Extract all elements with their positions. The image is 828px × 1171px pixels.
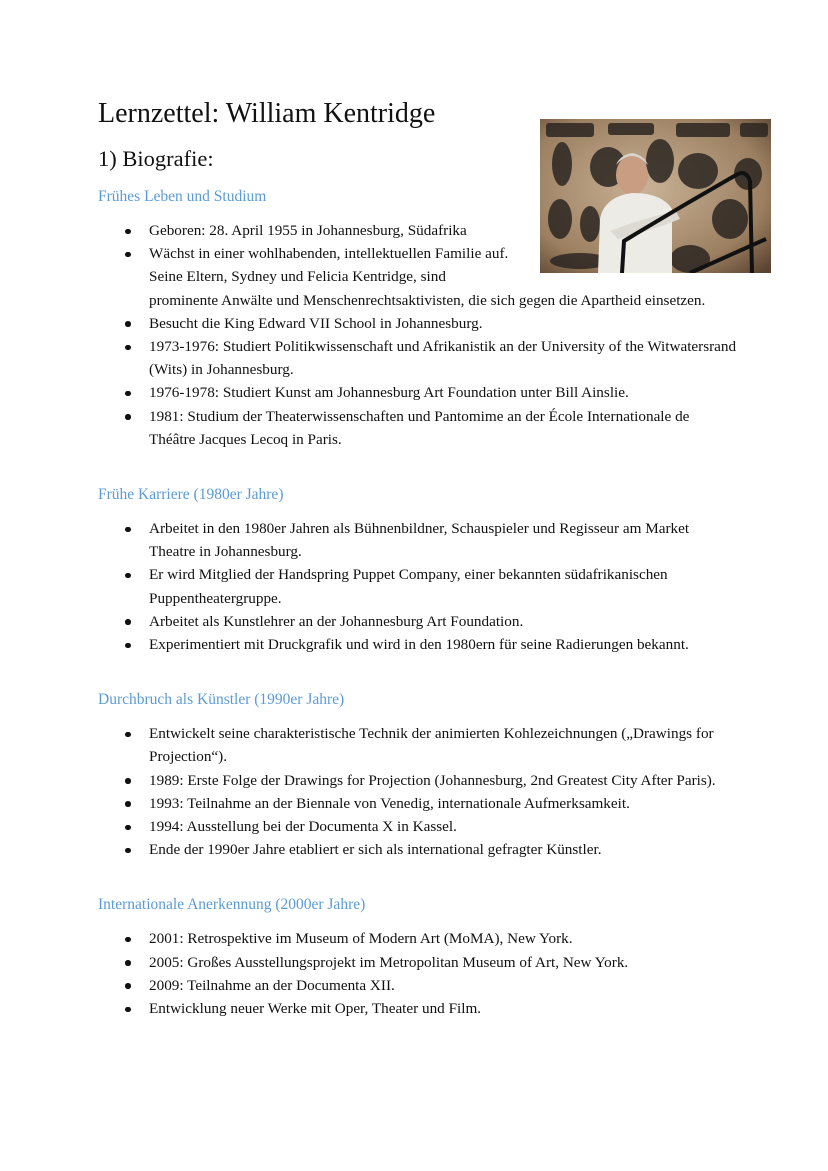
bullet-icon (125, 801, 131, 807)
list-item: Entwickelt seine charakteristische Technik der animierten Kohlezeichnungen („Drawings for Projection“). (98, 722, 738, 768)
bullet-icon (125, 825, 131, 831)
list-item: 1973-1976: Studiert Politikwissenschaft und Afrikanistik an der University of the Witwatersrand (Wits) in Johannesburg. (98, 335, 738, 381)
list-item: 1976-1978: Studiert Kunst am Johannesburg Art Foundation unter Bill Ainslie. (98, 381, 738, 404)
early-life-list (98, 219, 738, 451)
list-item: 1993: Teilnahme an der Biennale von Venedig, internationale Aufmerksamkeit. (98, 792, 738, 815)
bullet-icon (125, 619, 131, 625)
bullet-icon (125, 848, 131, 854)
bullet-icon (125, 983, 131, 989)
list-item (98, 242, 738, 312)
list-item: Geboren: 28. April 1955 in Johannesburg, Südafrika (98, 219, 738, 242)
list-item: Er wird Mitglied der Handspring Puppet Company, einer bekannten südafrikanischen Puppentheatergruppe. (98, 563, 738, 609)
bullet-icon (125, 321, 131, 327)
bullet-icon (125, 937, 131, 943)
list-item: 2009: Teilnahme an der Documenta XII. (98, 974, 738, 997)
section-breakthrough (98, 688, 738, 861)
family-text: Wächst in einer wohlhabenden, intellektuellen Familie auf. Seine Eltern, Sydney und Felicia Kentridge, sind prominente Anwälte und Menschenrechtsaktivisten, die sich gegen die Apartheid einsetzen. (149, 245, 706, 309)
list-item: Besucht die King Edward VII School in Johannesburg. (98, 312, 738, 335)
list-item: Ende der 1990er Jahre etabliert er sich als international gefragter Künstler. (98, 838, 738, 861)
list-item: Arbeitet als Kunstlehrer an der Johannesburg Art Foundation. (98, 610, 738, 633)
section-early-life (98, 185, 738, 451)
section-title-biografie: 1) Biografie: (98, 146, 214, 171)
bullet-icon (125, 252, 131, 258)
breakthrough-list (98, 722, 738, 861)
early-career-list (98, 517, 738, 656)
list-item: Entwicklung neuer Werke mit Oper, Theater und Film. (98, 997, 738, 1020)
list-item: 2001: Retrospektive im Museum of Modern Art (MoMA), New York. (98, 927, 738, 950)
list-item: 1981: Studium der Theaterwissenschaften und Pantomime an der École Internationale de Théâtre Jacques Lecoq in Paris. (98, 405, 738, 451)
bullet-icon (125, 732, 131, 738)
section-early-career (98, 483, 738, 656)
bullet-icon (125, 527, 131, 533)
subheading-early-life: Frühes Leben und Studium (98, 188, 267, 205)
biography-content (98, 185, 738, 1020)
list-item: Experimentiert mit Druckgrafik und wird in den 1980ern für seine Radierungen bekannt. (98, 633, 738, 656)
bullet-icon (125, 573, 131, 579)
bullet-icon (125, 414, 131, 420)
bullet-icon (125, 643, 131, 649)
list-item: 2005: Großes Ausstellungsprojekt im Metropolitan Museum of Art, New York. (98, 951, 738, 974)
page-title: Lernzettel: William Kentridge (98, 98, 436, 129)
recognition-list (98, 927, 738, 1020)
bullet-icon (125, 778, 131, 784)
section-recognition (98, 893, 738, 1020)
list-item: 1989: Erste Folge der Drawings for Projection (Johannesburg, 2nd Greatest City After Paris). (98, 769, 738, 792)
list-item: Arbeitet in den 1980er Jahren als Bühnenbildner, Schauspieler und Regisseur am Market Theatre in Johannesburg. (98, 517, 738, 563)
bullet-icon (125, 345, 131, 351)
subheading-recognition: Internationale Anerkennung (2000er Jahre) (98, 896, 366, 914)
bullet-icon (125, 1007, 131, 1013)
list-item: 1994: Ausstellung bei der Documenta X in Kassel. (98, 815, 738, 838)
bullet-icon (125, 391, 131, 397)
bullet-icon (125, 229, 131, 235)
subheading-breakthrough: Durchbruch als Künstler (1990er Jahre) (98, 691, 345, 709)
bullet-icon (125, 960, 131, 966)
subheading-early-career: Frühe Karriere (1980er Jahre) (98, 486, 284, 504)
